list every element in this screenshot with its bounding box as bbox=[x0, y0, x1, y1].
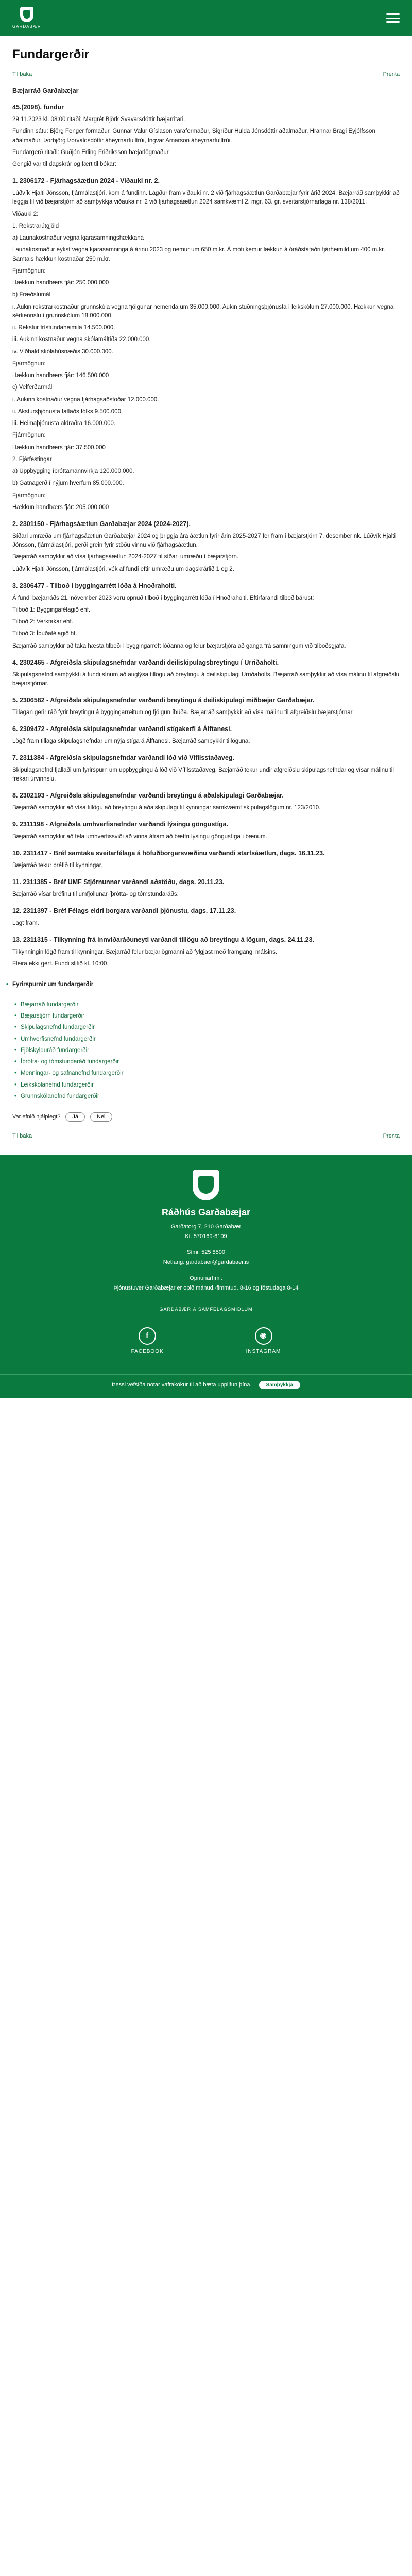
agenda-item-heading: 3. 2306477 - Tilboð í byggingarrétt lóða á Hnoðraholti. bbox=[12, 582, 177, 589]
page-title: Fundargerðir bbox=[12, 47, 90, 61]
minutes-paragraph: Síðari umræða um fjárhagsáætlun Garðabæjar 2024 og þriggja ára áætlun fyrir árin 2025-2027 fer fram í bæjarstjórn 7. desember nk. Lúðvík Hjalti Jónsson, fjármálastjóri, gerði grein fyrir stöðu vinnu við fjárhagsáætlun. bbox=[12, 533, 396, 548]
meeting-link bbox=[21, 1092, 400, 1101]
minutes-paragraph: Viðauki 2: bbox=[12, 211, 39, 217]
meeting-link bbox=[21, 1023, 400, 1032]
agenda-item-heading: 10. 2311417 - Bréf samtaka sveitarfélaga á höfuðborgarsvæðinu varðandi starfsáætlun, dags. 16.11.23. bbox=[12, 850, 325, 857]
minutes-paragraph: b) Fræðslumál bbox=[12, 292, 51, 298]
minutes-paragraph: Fleira ekki gert. Fundi slitið kl. 10:00. bbox=[12, 961, 109, 968]
minutes-paragraph: Bæjarráð samþykkir að fela umhverfissviði að vinna áfram að bættri lýsingu göngustíga í bænum. bbox=[12, 834, 267, 840]
facebook-icon: f bbox=[139, 1327, 156, 1345]
agenda-item-heading: 6. 2309472 - Afgreiðsla skipulagsnefndar varðandi stígakerfi á Álftanesi. bbox=[12, 725, 232, 733]
minutes-paragraph: Gengið var til dagskrár og fært til bókar: bbox=[12, 161, 116, 167]
cookie-text: Þessi vefsíða notar vafrakökur til að bæta upplifun þína. bbox=[112, 1382, 252, 1388]
site-logo[interactable] bbox=[12, 7, 41, 30]
agenda-item-heading: 11. 2311385 - Bréf UMF Stjörnunnar varðandi aðstöðu, dags. 20.11.23. bbox=[12, 878, 225, 886]
agenda-item-heading: 7. 2311384 - Afgreiðsla skipulagsnefndar varðandi lóð við Vífilsstaðaveg. bbox=[12, 754, 234, 761]
footer-address: Garðatorg 7, 210 Garðabær bbox=[170, 1223, 242, 1230]
minutes-paragraph: Á fundi bæjarráðs 21. nóvember 2023 voru opnuð tilboð í byggingarrétt lóða í Hnoðraholti. Eftirfarandi tilboð bárust: bbox=[12, 595, 314, 601]
social-links bbox=[12, 1327, 400, 1355]
minutes-paragraph: Lögð fram tillaga skipulagsnefndar um nýja stíga á Álftanesi. Bæjarráð samþykkir tillöguna. bbox=[12, 738, 250, 744]
agenda-item-heading: 8. 2302193 - Afgreiðsla skipulagsnefndar varðandi breytingu á aðalskipulagi Garðabæjar. bbox=[12, 792, 284, 800]
meeting-link-anchor[interactable]: Bæjarráð fundargerðir bbox=[21, 1001, 79, 1008]
instagram-label: INSTAGRAM bbox=[246, 1349, 281, 1354]
meeting-link-anchor[interactable]: Umhverfisnefnd fundargerðir bbox=[21, 1036, 96, 1042]
minutes-paragraph: Fjármögnun: bbox=[12, 492, 46, 499]
minutes-paragraph: Fjármögnun: bbox=[12, 432, 46, 439]
minutes-paragraph: i. Aukinn kostnaður vegna fjárhagsaðstoðar 12.000.000. bbox=[12, 396, 159, 403]
footer-phone[interactable]: Sími: 525 8500 bbox=[187, 1249, 225, 1256]
minutes-paragraph: Hækkun handbærs fjár: 146.500.000 bbox=[12, 372, 109, 379]
related-links bbox=[12, 980, 400, 989]
footer-social-title: GARÐABÆR Á SAMFÉLAGSMIÐLUM bbox=[159, 1306, 253, 1312]
logo-text: GARÐABÆR bbox=[12, 24, 41, 29]
minutes-paragraph: Skipulagsnefnd samþykkti á fundi sínum að auglýsa tillögu að breytingu á deiliskipulagi Urriðaholts. Bæjarráð samþykkir að vísa málinu til afgreiðslu bæjarstjórnar. bbox=[12, 671, 400, 687]
bottom-pager bbox=[12, 1132, 400, 1141]
minutes-paragraph: Tilboð 3: Íbúðafélagið hf. bbox=[12, 631, 77, 637]
minutes-paragraph: Lúðvík Hjalti Jónsson, fjármálastjóri, vék af fundi eftir umræðu um dagskrárlið 1 og 2. bbox=[12, 566, 234, 572]
minutes-paragraph: ii. Rekstur frístundaheimila 14.500.000. bbox=[12, 325, 115, 331]
footer-kennitala: Kt. 570169-6109 bbox=[185, 1233, 227, 1240]
agenda-item-heading: 4. 2302465 - Afgreiðsla skipulagsnefndar varðandi deiliskipulagsbreytingu í Urriðaholti. bbox=[12, 658, 279, 666]
minutes-paragraph: Lagt fram. bbox=[12, 920, 39, 926]
agenda-item-heading: 1. 2306172 - Fjárhagsáætlun 2024 - Viðauki nr. 2. bbox=[12, 177, 160, 185]
minutes-paragraph: Tilboð 2: Verktakar ehf. bbox=[12, 619, 73, 625]
feedback-question: Var efnið hjálplegt? bbox=[12, 1113, 61, 1120]
site-footer bbox=[0, 1155, 412, 1375]
minutes-paragraph: Hækkun handbærs fjár: 37.500.000 bbox=[12, 444, 106, 451]
footer-name: Ráðhús Garðabæjar bbox=[161, 1207, 251, 1217]
related-title: • Fyrirspurnir um fundargerðir bbox=[12, 980, 400, 989]
footer-coat-of-arms-icon bbox=[193, 1170, 219, 1200]
feedback-no-button[interactable]: Nei bbox=[90, 1112, 112, 1122]
agenda-item-heading: 9. 2311198 - Afgreiðsla umhverfisnefndar varðandi lýsingu göngustíga. bbox=[12, 821, 229, 828]
top-bar bbox=[0, 0, 412, 36]
meeting-link-anchor[interactable]: Fjölskylduráð fundargerðir bbox=[21, 1047, 89, 1054]
minutes-paragraph: Lúðvík Hjalti Jónsson, fjármálastjóri, kom á fundinn. Lagður fram viðauki nr. 2 við fjárhagsáætlun Garðabæjar fyrir árið 2024. Bæjarráð samþykkir að leggja til við bæjarstjórn að samþykkja viðauka nr. 2 við fjárhagsáætlun 2024 samkvæmt 2. mgr. 63. gr. sveitarstjórnarlaga nr. 138/2011. bbox=[12, 190, 400, 206]
minutes-paragraph: a) Uppbygging íþróttamannvirkja 120.000.000. bbox=[12, 468, 134, 474]
agenda-item-heading: Bæjarráð Garðabæjar bbox=[12, 87, 79, 94]
minutes-paragraph: iii. Aukinn kostnaður vegna skólamáltíða 22.000.000. bbox=[12, 336, 151, 343]
meeting-links-list bbox=[12, 1001, 400, 1101]
back-link[interactable]: Til baka bbox=[12, 71, 32, 77]
top-pager bbox=[12, 70, 400, 79]
print-link-bottom[interactable]: Prenta bbox=[383, 1133, 400, 1139]
agenda-item-heading: 5. 2306582 - Afgreiðsla skipulagsnefndar varðandi breytingu á deiliskipulagi miðbæjar Garðabæjar. bbox=[12, 697, 315, 704]
minutes-paragraph: i. Aukin rekstrarkostnaður grunnskóla vegna fjölgunar nemenda um 35.000.000. Aukin stuðningsþjónusta í leikskólum 27.000.000. Hækkun vegna sérkennslu í grunnskólum 18.000.000. bbox=[12, 303, 394, 319]
minutes-paragraph: iv. Viðhald skólahúsnæðis 30.000.000. bbox=[12, 348, 113, 355]
cookie-accept-button[interactable]: Samþykkja bbox=[259, 1381, 300, 1389]
feedback-yes-button[interactable]: Já bbox=[65, 1112, 85, 1122]
minutes-paragraph: Bæjarráð samþykkir að taka hæsta tilboði í byggingarrétt lóðanna og felur bæjarstjóra að ganga frá samningum við tilboðsgjafa. bbox=[12, 642, 346, 649]
cookie-banner bbox=[0, 1374, 412, 1398]
footer-email[interactable]: Netfang: gardabaer@gardabaer.is bbox=[163, 1259, 249, 1265]
minutes-paragraph: Fundargerð ritaði: Guðjón Erling Friðriksson bæjarlögmaður. bbox=[12, 149, 170, 156]
instagram-icon: ◉ bbox=[255, 1327, 272, 1345]
minutes-paragraph: Tilboð 1: Byggingafélagið ehf. bbox=[12, 606, 91, 613]
minutes-paragraph: Bæjarráð samþykkir að vísa fjárhagsáætlun 2024-2027 til síðari umræðu í bæjarstjórn. bbox=[12, 554, 239, 561]
minutes-paragraph: c) Velferðarmál bbox=[12, 384, 53, 391]
agenda-item-heading: 12. 2311397 - Bréf Félags eldri borgara varðandi þjónustu, dags. 17.11.23. bbox=[12, 907, 236, 915]
minutes-paragraph: Hækkun handbærs fjár: 250.000.000 bbox=[12, 280, 109, 286]
feedback-bar bbox=[12, 1112, 400, 1122]
minutes-paragraph: Bæjarráð samþykkir að vísa tillögu að breytingu á aðalskipulagi til kynningar samkvæmt skipulagslögum nr. 123/2010. bbox=[12, 805, 321, 811]
main-content bbox=[0, 36, 412, 1141]
minutes-paragraph: Bæjarráð tekur bréfið til kynningar. bbox=[12, 862, 103, 869]
footer-hours-title: Opnunartími: bbox=[190, 1275, 222, 1281]
meeting-link-anchor[interactable]: Leikskólanefnd fundargerðir bbox=[21, 1081, 94, 1088]
meeting-link bbox=[21, 1058, 400, 1066]
minutes-paragraph: Bæjarráð vísar bréfinu til umfjöllunar íþrótta- og tómstundaráðs. bbox=[12, 891, 179, 897]
minutes-paragraph: Hækkun handbærs fjár: 205.000.000 bbox=[12, 504, 109, 511]
instagram-link[interactable] bbox=[246, 1327, 281, 1355]
minutes-paragraph: Skipulagsnefnd fjallaði um fyrirspurn um uppbyggingu á lóð við Vífilsstaðaveg. Bæjarráð tekur undir afgreiðslu skipulagsnefndar og vísar málinu til frekari úrvinnslu. bbox=[12, 767, 394, 782]
minutes-paragraph: 2. Fjárfestingar bbox=[12, 456, 52, 463]
minutes-paragraph: Tillagan gerir ráð fyrir breytingu á byggingarreitum og fjölgun íbúða. Bæjarráð samþykkir að vísa málinu til afgreiðslu bæjarstjórnar. bbox=[12, 709, 354, 716]
footer-hours: Þjónustuver Garðabæjar er opið mánud.-fimmtud. 8-16 og föstudaga 8-14 bbox=[113, 1285, 299, 1291]
meeting-link bbox=[21, 1012, 400, 1021]
meeting-link-anchor[interactable]: Bæjarstjórn fundargerðir bbox=[21, 1013, 85, 1019]
minutes-paragraph: Tilkynningin lögð fram til kynningar. Bæjarráð felur bæjarlögmanni að fylgjast með framgangi málsins. bbox=[12, 949, 278, 955]
meeting-link bbox=[21, 1001, 400, 1009]
meeting-link-anchor[interactable]: Íþrótta- og tómstundaráð fundargerðir bbox=[21, 1059, 119, 1065]
agenda-item-heading: 2. 2301150 - Fjárhagsáætlun Garðabæjar 2024 (2024-2027). bbox=[12, 520, 191, 528]
facebook-label: FACEBOOK bbox=[131, 1349, 164, 1354]
meeting-link bbox=[21, 1035, 400, 1044]
minutes-paragraph: iii. Heimaþjónusta aldraðra 16.000.000. bbox=[12, 420, 116, 427]
coat-of-arms-icon bbox=[20, 7, 33, 22]
back-link-bottom[interactable]: Til baka bbox=[12, 1133, 32, 1139]
meeting-link bbox=[21, 1046, 400, 1055]
minutes-paragraph: 29.11.2023 kl. 08:00 ritaði: Margrét Björk Svavarsdóttir bæjarritari. bbox=[12, 116, 185, 123]
minutes-paragraph: Launakostnaður eykst vegna kjarasamninga á árinu 2023 og nemur um 650 m.kr. Á móti kemur lækkun á óráðstafaðri fjárheimild um 400 m.kr. Samtals hækkun kostnaðar 250 m.kr. bbox=[12, 247, 385, 262]
menu-icon[interactable] bbox=[386, 13, 400, 23]
minutes-paragraph: b) Gatnagerð í nýjum hverfum 85.000.000. bbox=[12, 480, 124, 487]
minutes-paragraph: ii. Akstursþjónusta fatlaðs fólks 9.500.000. bbox=[12, 408, 123, 415]
minutes-paragraph: Fundinn sátu: Björg Fenger formaður, Gunnar Valur Gíslason varaformaður, Sigríður Hulda Jónsdóttir aðalmaður, Hrannar Bragi Eyjólfsson aðalmaður, Þorbjörg Þorvaldsdóttir áheyrnarfulltrúi, Ingvar Arnarson áheyrnarfulltrúi. bbox=[12, 128, 375, 144]
minutes-body bbox=[12, 86, 400, 969]
minutes-paragraph: Fjármögnun: bbox=[12, 360, 46, 367]
meeting-link-anchor[interactable]: Skipulagsnefnd fundargerðir bbox=[21, 1024, 95, 1031]
minutes-paragraph: Fjármögnun: bbox=[12, 267, 46, 274]
agenda-item-heading: 13. 2311315 - Tilkynning frá innviðaráðuneyti varðandi tillögu að breytingu á lögum, dags. 24.11.23. bbox=[12, 936, 315, 944]
facebook-link[interactable] bbox=[131, 1327, 164, 1355]
meeting-link bbox=[21, 1081, 400, 1090]
agenda-item-heading: 45.(2098). fundur bbox=[12, 104, 64, 111]
meeting-link bbox=[21, 1069, 400, 1078]
meeting-link-anchor[interactable]: Menningar- og safnanefnd fundargerðir bbox=[21, 1070, 124, 1077]
minutes-paragraph: a) Launakostnaður vegna kjarasamningshækkana bbox=[12, 235, 144, 241]
minutes-paragraph: 1. Rekstrarútgjöld bbox=[12, 223, 59, 229]
meeting-link-anchor[interactable]: Grunnskólanefnd fundargerðir bbox=[21, 1093, 99, 1099]
print-link[interactable]: Prenta bbox=[383, 71, 400, 77]
